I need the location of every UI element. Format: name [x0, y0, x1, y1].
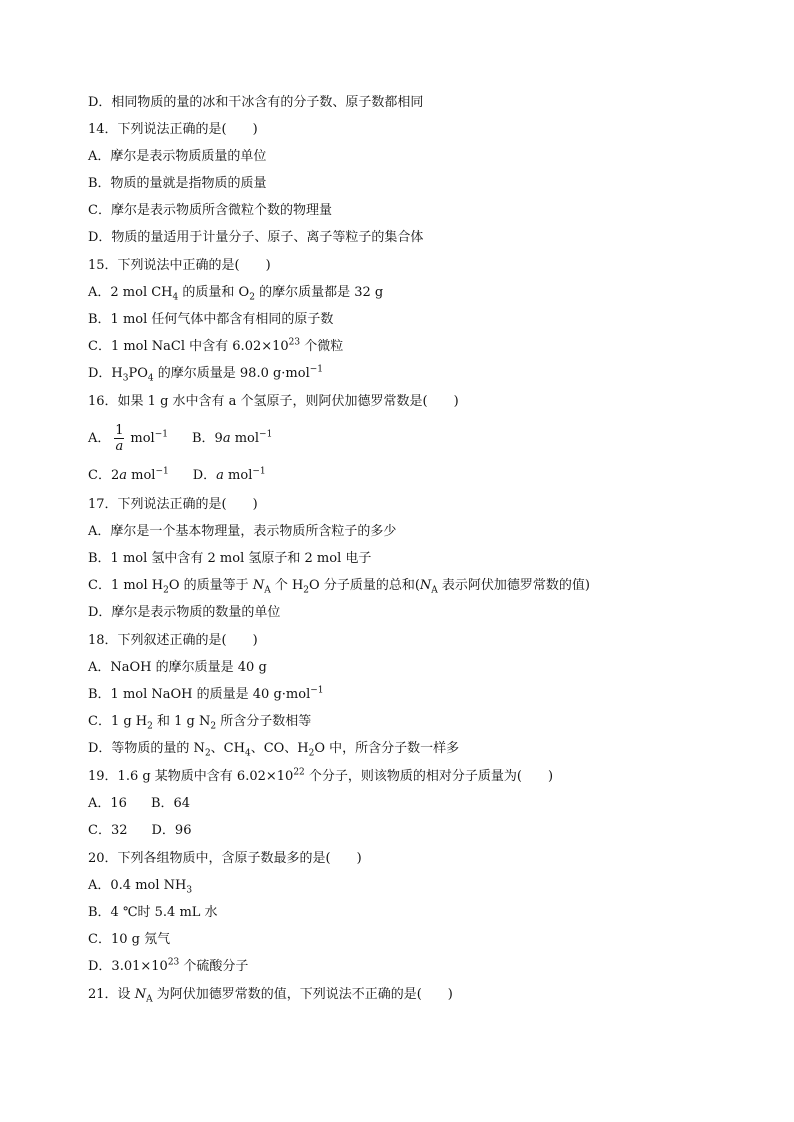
subscript: 4 [147, 373, 154, 384]
option-18b [88, 686, 324, 704]
text: C．1 g H [88, 714, 148, 729]
question-14: 14．下列说法正确的是( ) [88, 122, 258, 137]
subscript: 4 [172, 292, 179, 303]
text: 个硫酸分子 [179, 959, 249, 974]
option-18d [88, 740, 459, 758]
text: 和 1 g N [152, 714, 211, 729]
question-15: 15．下列说法中正确的是( ) [88, 258, 271, 273]
option-20d [88, 958, 248, 976]
text: A．0.4 mol NH [88, 878, 187, 893]
italic-variable: N [134, 987, 147, 1002]
subscript: 2 [308, 748, 315, 759]
text: 为阿伏加德罗常数的值，下列说法不正确的是( ) [152, 987, 453, 1002]
option-14d: D．物质的量适用于计量分子、原子、离子等粒子的集合体 [88, 230, 424, 245]
option-20c: C．10 g 氖气 [88, 932, 171, 947]
text: O 分子质量的总和( [309, 578, 420, 593]
text: 的摩尔质量是 98.0 g·mol [153, 366, 310, 381]
option-14c: C．摩尔是表示物质所含微粒个数的物理量 [88, 203, 332, 218]
subscript: 3 [186, 885, 193, 896]
options-16cd [88, 467, 266, 485]
question-18: 18．下列叙述正确的是( ) [88, 633, 258, 648]
option-20b: B．4 ℃时 5.4 mL 水 [88, 905, 218, 920]
options-16ab [88, 424, 272, 453]
superscript: −1 [154, 429, 168, 440]
text: mol [126, 468, 156, 483]
subscript: A [146, 994, 153, 1005]
text: 的摩尔质量都是 32 g [254, 285, 384, 300]
superscript: −1 [252, 466, 266, 477]
option-15b: B．1 mol 任何气体中都含有相同的原子数 [88, 312, 334, 327]
option-13d: D．相同物质的量的冰和干冰含有的分子数、原子数都相同 [88, 95, 424, 110]
text: 个分子，则该物质的相对分子质量为( ) [304, 769, 554, 784]
text: 19．1.6 g 某物质中含有 6.02×10 [88, 769, 294, 784]
text: C．2 [88, 468, 120, 483]
option-17b: B．1 mol 氢中含有 2 mol 氢原子和 2 mol 电子 [88, 551, 372, 566]
option-17a: A．摩尔是一个基本物理量，表示物质所含粒子的多少 [88, 524, 397, 539]
option-19d: D．96 [151, 823, 192, 838]
text: 的质量和 O [178, 285, 250, 300]
subscript: 2 [147, 721, 153, 732]
text: 个微粒 [300, 339, 344, 354]
question-21 [88, 986, 453, 1004]
superscript: 23 [288, 337, 301, 348]
text: 、CO、H [250, 741, 309, 756]
text: 所含分子数相等 [216, 714, 312, 729]
subscript: A [431, 585, 438, 596]
text: D．3.01×10 [88, 959, 168, 974]
italic-variable: a [216, 468, 224, 483]
subscript: 2 [210, 721, 217, 732]
text: mol [230, 431, 260, 446]
option-14a: A．摩尔是表示物质质量的单位 [88, 149, 267, 164]
text: B．1 mol NaOH 的质量是 40 g·mol [88, 687, 311, 702]
text: O 中，所含分子数一样多 [314, 741, 460, 756]
text: B．9 [191, 431, 223, 446]
text: 、CH [210, 741, 245, 756]
text: mol [223, 468, 253, 483]
fraction-numerator: 1 [115, 423, 124, 438]
text: PO [128, 366, 148, 381]
text: D．H [88, 366, 123, 381]
option-17c [88, 577, 590, 595]
text: A． [88, 431, 111, 446]
italic-variable: N [419, 578, 432, 593]
option-20a [88, 877, 192, 895]
option-18a: A．NaOH 的摩尔质量是 40 g [88, 660, 267, 675]
text: D． [192, 468, 217, 483]
text: 表示阿伏加德罗常数的值) [437, 578, 590, 593]
subscript: 2 [204, 748, 211, 759]
option-19c: C．32 [88, 823, 128, 838]
option-16c [88, 468, 169, 483]
subscript: 2 [249, 292, 255, 303]
option-15a [88, 284, 383, 302]
text: D．等物质的量的 N [88, 741, 205, 756]
option-18c [88, 713, 311, 731]
subscript: 3 [122, 373, 129, 384]
superscript: −1 [259, 429, 273, 440]
superscript: 22 [293, 767, 305, 778]
subscript: 4 [244, 748, 251, 759]
options-19cd [88, 822, 191, 840]
subscript: 2 [163, 585, 169, 596]
option-15c [88, 338, 343, 356]
text: A．2 mol CH [88, 285, 173, 300]
question-16: 16．如果 1 g 水中含有 a 个氢原子，则阿伏加德罗常数是( ) [88, 394, 459, 409]
question-17: 17．下列说法正确的是( ) [88, 497, 258, 512]
subscript: A [264, 585, 271, 596]
option-16b [192, 431, 272, 446]
text: O 的质量等于 [168, 578, 253, 593]
italic-variable: a [119, 468, 127, 483]
superscript: −1 [155, 466, 169, 477]
subscript: 2 [303, 585, 310, 596]
italic-variable: N [252, 578, 265, 593]
option-19a: A．16 [88, 796, 127, 811]
italic-variable: a [222, 431, 231, 446]
option-16d [193, 468, 266, 483]
question-19 [88, 768, 553, 786]
option-14b: B．物质的量就是指物质的质量 [88, 176, 267, 191]
fraction [114, 424, 124, 453]
text: C．1 mol NaCl 中含有 6.02×10 [88, 339, 289, 354]
superscript: 23 [167, 957, 180, 968]
option-17d: D．摩尔是表示物质的数量的单位 [88, 605, 281, 620]
question-20: 20．下列各组物质中，含原子数最多的是( ) [88, 851, 362, 866]
superscript: −1 [310, 685, 324, 696]
option-16a [88, 423, 168, 454]
superscript: −1 [309, 364, 324, 375]
text: mol [130, 431, 155, 446]
text: C．1 mol H [88, 578, 164, 593]
fraction-denominator: a [115, 439, 124, 454]
option-19b: B．64 [150, 796, 191, 811]
text: 21．设 [88, 987, 135, 1002]
text: 个 H [270, 578, 304, 593]
option-15d [88, 365, 323, 383]
options-19ab [88, 795, 190, 813]
